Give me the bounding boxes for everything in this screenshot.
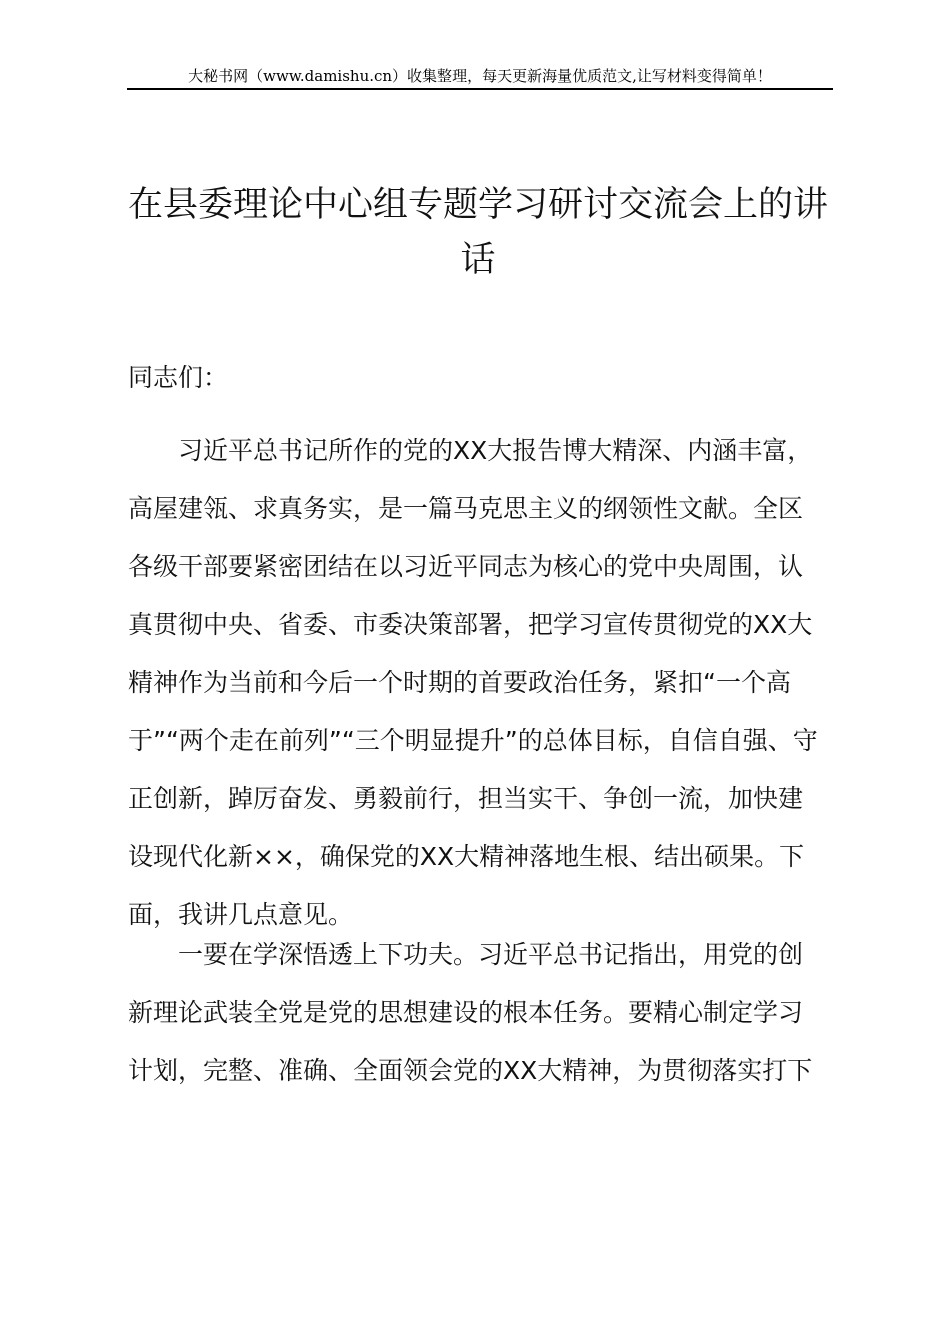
page-header: 大秘书网（www.damishu.cn）收集整理，每天更新海量优质范文,让写材料变得简单！ bbox=[127, 66, 833, 90]
document-title bbox=[120, 178, 836, 288]
paragraph-1 bbox=[128, 422, 834, 944]
paragraph-line: 正创新，踔厉奋发、勇毅前行，担当实干、争创一流，加快建 bbox=[128, 784, 804, 813]
title-line-2: 话 bbox=[460, 240, 496, 280]
paragraph-line: 一要在学深悟透上下功夫。习近平总书记指出，用党的创 bbox=[178, 940, 804, 969]
paragraph-line: 真贯彻中央、省委、市委决策部署，把学习宣传贯彻党的XX大 bbox=[128, 610, 813, 639]
paragraph-line: 于”“两个走在前列”“三个明显提升”的总体目标，自信自强、守 bbox=[128, 726, 818, 755]
paragraph-line: 各级干部要紧密团结在以习近平同志为核心的党中央周围，认 bbox=[128, 552, 804, 581]
title-line-1: 在县委理论中心组专题学习研讨交流会上的讲 bbox=[127, 185, 828, 225]
salutation: 同志们： bbox=[128, 363, 229, 392]
paragraph-2 bbox=[128, 926, 834, 1100]
paragraph-line: 新理论武装全党是党的思想建设的根本任务。要精心制定学习 bbox=[128, 998, 804, 1027]
paragraph-line: 面，我讲几点意见。 bbox=[128, 900, 354, 929]
paragraph-line: 高屋建瓴、求真务实，是一篇马克思主义的纲领性文献。全区 bbox=[128, 494, 804, 523]
paragraph-line: 计划，完整、准确、全面领会党的XX大精神，为贯彻落实打下 bbox=[128, 1056, 813, 1085]
paragraph-line: 习近平总书记所作的党的XX大报告博大精深、内涵丰富， bbox=[178, 436, 813, 465]
paragraph-line: 设现代化新××，确保党的XX大精神落地生根、结出硕果。下 bbox=[128, 842, 805, 871]
paragraph-line: 精神作为当前和今后一个时期的首要政治任务，紧扣“一个高 bbox=[128, 668, 791, 697]
